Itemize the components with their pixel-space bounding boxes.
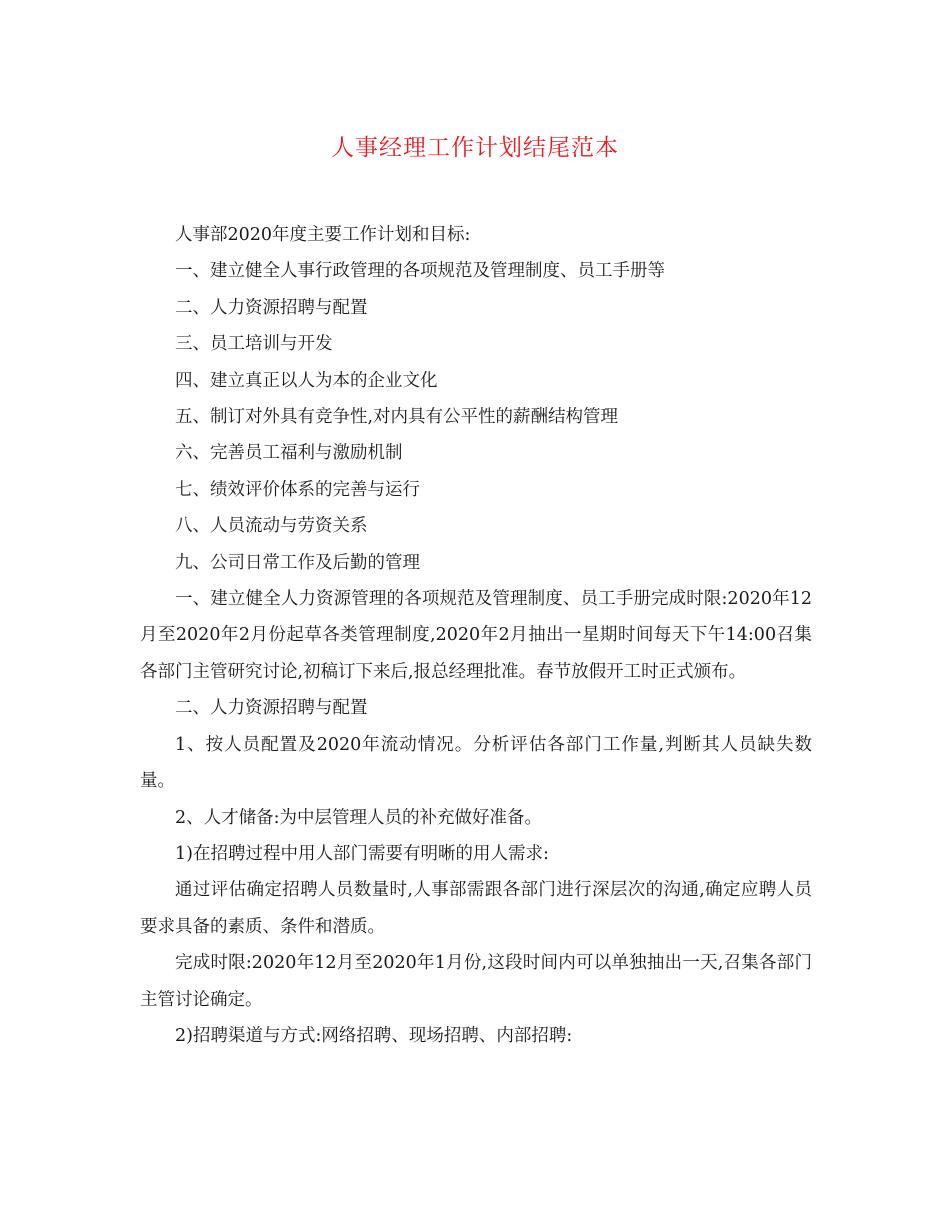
document-title: 人事经理工作计划结尾范本 [331, 135, 619, 161]
paragraph: 二、人力资源招聘与配置 [175, 297, 368, 318]
document-body [140, 217, 812, 1054]
paragraph: 七、绩效评价体系的完善与运行 [175, 479, 420, 500]
paragraph: 1)在招聘过程中用人部门需要有明晰的用人需求: [175, 843, 549, 864]
paragraph: 九、公司日常工作及后勤的管理 [175, 552, 420, 573]
paragraph: 2、人才储备:为中层管理人员的补充做好准备。 [175, 807, 543, 828]
paragraph: 通过评估确定招聘人员数量时,人事部需跟各部门进行深层次的沟通,确定应聘人员要求具备的素质、条件和潜质。 [140, 880, 812, 937]
paragraph: 八、人员流动与劳资关系 [175, 516, 368, 537]
paragraph: 2)招聘渠道与方式:网络招聘、现场招聘、内部招聘: [175, 1025, 573, 1046]
paragraph: 人事部2020年度主要工作计划和目标: [175, 225, 471, 245]
paragraph: 1、按人员配置及2020年流动情况。分析评估各部门工作量,判断其人员缺失数量。 [140, 734, 812, 792]
paragraph: 三、员工培训与开发 [175, 334, 333, 355]
paragraph: 一、建立健全人力资源管理的各项规范及管理制度、员工手册完成时限:2020年12月至2020年2月份起草各类管理制度,2020年2月抽出一星期时间每天下午14:00召集各部门主管研究讨论,初稿订下来后,报总经理批准。春节放假开工时正式颁布。 [140, 589, 812, 682]
paragraph: 二、人力资源招聘与配置 [175, 698, 368, 719]
paragraph: 完成时限:2020年12月至2020年1月份,这段时间内可以单独抽出一天,召集各部门主管讨论确定。 [140, 953, 812, 1010]
paragraph: 四、建立真正以人为本的企业文化 [175, 370, 438, 391]
paragraph: 六、完善员工福利与激励机制 [175, 443, 403, 464]
paragraph: 五、制订对外具有竞争性,对内具有公平性的薪酬结构管理 [175, 407, 619, 428]
paragraph: 一、建立健全人事行政管理的各项规范及管理制度、员工手册等 [175, 261, 665, 282]
